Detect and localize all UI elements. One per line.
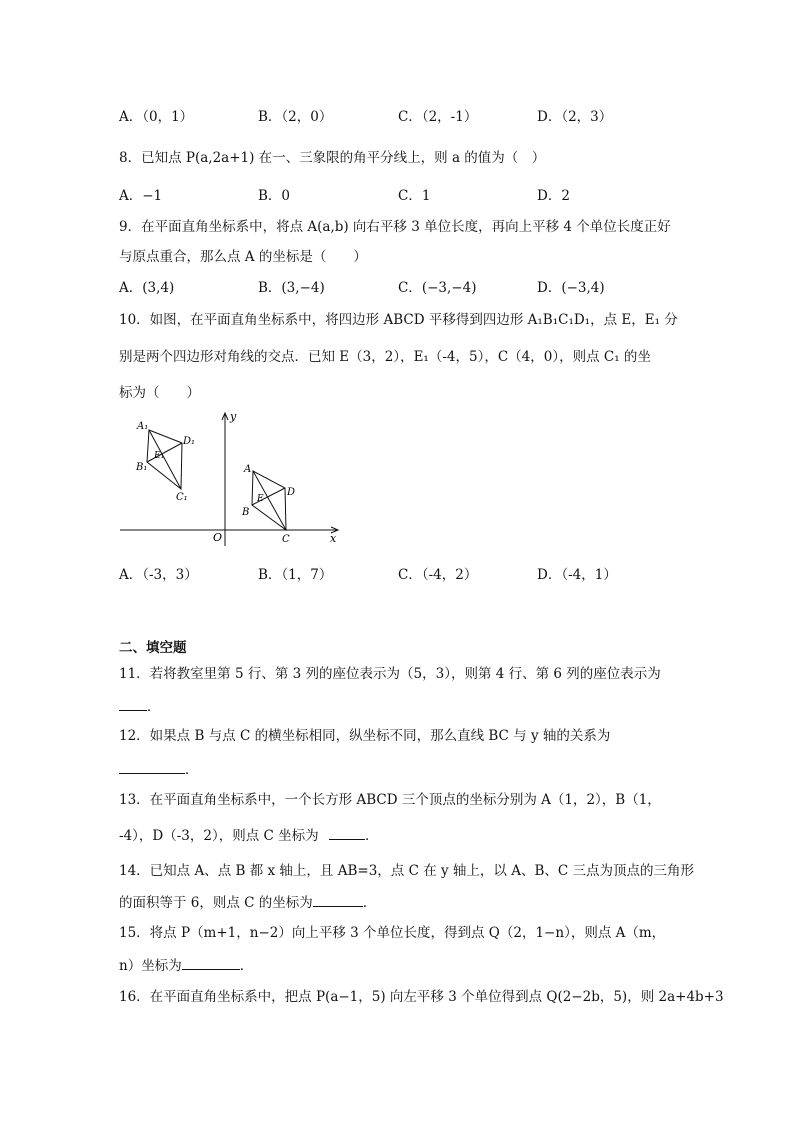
x-axis-label: x (330, 532, 337, 545)
label-d: D (287, 487, 296, 498)
q8-option-b: B．0 (258, 188, 291, 204)
q14-stem-text: 的面积等于 6，则点 C 的坐标为 (119, 895, 313, 911)
q14-stem-line2 (119, 892, 376, 913)
q10-option-b: B．（1，7） (258, 567, 333, 583)
q13-answer-blank (329, 825, 365, 840)
q9-option-c: C．(−3,−4) (398, 280, 477, 296)
q14-stem-line1: 14．已知点 A、点 B 都 x 轴上，且 AB=3，点 C 在 y 轴上，以 A、B、C 三点为顶点的三角形 (119, 863, 694, 879)
q8-option-d: D．2 (537, 188, 570, 204)
label-e1: E₁ (154, 451, 165, 461)
q15-period: ． (239, 958, 254, 974)
q7-option-c: C．（2，-1） (398, 109, 478, 125)
label-e: E (257, 494, 264, 504)
origin-label: O (213, 531, 223, 544)
label-c1: C₁ (176, 492, 188, 503)
q10-stem-line3: 标为（ ） (119, 385, 200, 401)
q13-stem-line1: 13．在平面直角坐标系中，一个长方形 ABCD 三个顶点的坐标分别为 A（1，2），B（1， (119, 792, 661, 808)
q13-stem-text: -4），D（-3，2），则点 C 坐标为 (119, 828, 319, 844)
q9-stem-line2: 与原点重合，那么点 A 的坐标是（ ） (119, 249, 367, 265)
label-c: C (282, 534, 290, 545)
q12-stem-line1: 12．如果点 B 与点 C 的横坐标相同，纵坐标不同，那么直线 BC 与 y 轴的关系为 (119, 728, 611, 744)
q11-stem-line1: 11．若将教室里第 5 行、第 3 列的座位表示为（5，3），则第 4 行、第 6 列的座位表示为 (119, 666, 661, 682)
q14-period: ． (362, 895, 377, 911)
q10-option-a: A．（-3，3） (119, 567, 198, 583)
q9-stem-line1: 9．在平面直角坐标系中，将点 A(a,b) 向右平移 3 单位长度，再向上平移 4 个单位长度正好 (119, 219, 671, 235)
q16-stem-line1: 16．在平面直角坐标系中，把点 P(a−1，5) 向左平移 3 个单位得到点 Q(2−2b，5)，则 2a+4b+3 (119, 989, 724, 1005)
label-d1: D₁ (183, 436, 196, 447)
q15-stem-line1: 15．将点 P（m+1，n−2）向上平移 3 个单位长度，得到点 Q（2，1−n），则点 A（m， (119, 925, 666, 941)
q9-option-d: D．(−3,4) (537, 280, 605, 296)
q9-option-b: B．(3,−4) (258, 280, 325, 296)
q10-stem-line1: 10．如图，在平面直角坐标系中，将四边形 ABCD 平移得到四边形 A₁B₁C₁D₁，点 E，E₁ 分 (119, 312, 678, 328)
q11-stem-line2 (119, 696, 161, 717)
q10-option-d: D．（-4，1） (537, 567, 617, 583)
q11-answer-blank (119, 696, 147, 711)
q13-stem-line2 (119, 825, 378, 846)
label-a: A (244, 464, 252, 475)
label-b: B (242, 507, 250, 518)
q15-answer-blank (182, 955, 240, 970)
q8-option-a: A．−1 (119, 188, 163, 204)
q8-option-c: C．1 (398, 188, 431, 204)
q14-answer-blank (313, 892, 363, 907)
section-title-fill-in: 二、填空题 (119, 640, 187, 656)
y-axis-label: y (230, 410, 237, 423)
label-a1: A₁ (137, 421, 149, 432)
q10-stem-line2: 别是两个四边形对角线的交点．已知 E（3，2），E₁（-4，5），C（4，0），则点 C₁ 的坐 (119, 349, 651, 365)
q12-period: ． (185, 762, 199, 778)
label-b1: B₁ (136, 462, 148, 473)
q12-stem-line2 (119, 759, 199, 780)
q12-answer-blank (119, 759, 185, 774)
q7-option-d: D．（2，3） (537, 109, 613, 125)
q7-option-a: A．（0，1） (119, 109, 194, 125)
q10-option-c: C．（-4，2） (398, 567, 478, 583)
q8-stem: 8．已知点 P(a,2a+1) 在一、三象限的角平分线上，则 a 的值为（ ） (119, 150, 546, 166)
q15-stem-text: n）坐标为 (119, 958, 182, 974)
q9-option-a: A．(3,4) (119, 280, 175, 296)
q10-figure (115, 408, 355, 550)
q11-period: ． (147, 699, 161, 715)
q13-period: ． (364, 828, 379, 844)
q7-option-b: B．（2，0） (258, 109, 333, 125)
q15-stem-line2 (119, 955, 253, 976)
